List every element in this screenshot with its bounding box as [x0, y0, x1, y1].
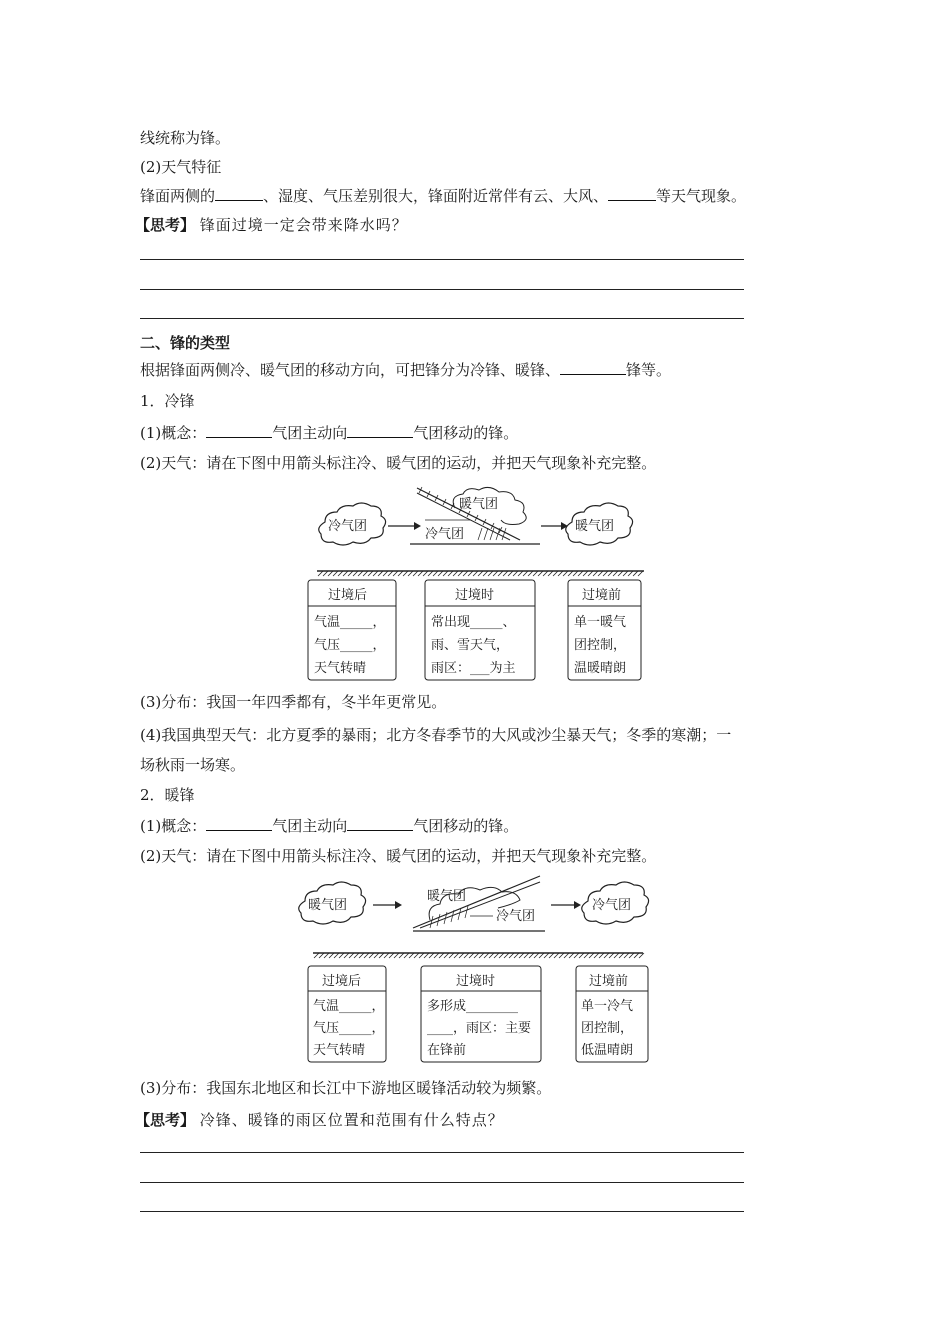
stage-title: 过境后: [322, 974, 362, 989]
cold-front-distribution: (3)分布：我国一年四季都有，冬半年更常见。: [140, 693, 447, 711]
stage-line: 气温_____，: [313, 999, 385, 1014]
stage-line: 多形成________: [427, 999, 519, 1014]
text-fragment: (1)概念：: [140, 424, 207, 442]
text-fragment: 气团主动向: [272, 424, 348, 442]
answer-line[interactable]: [140, 1211, 744, 1212]
stage-line: 雨、雪天气，: [431, 638, 510, 653]
cold-right-cloud-label: 暖气团: [575, 519, 615, 534]
stage-line: 温暖晴朗: [574, 661, 627, 676]
stage-box-during: [421, 966, 541, 1062]
warm-left-cloud-label: 暖气团: [308, 898, 348, 913]
cold-front-typical-2: 场秋雨一场寒。: [140, 756, 246, 774]
cold-left-cloud-label: 冷气团: [328, 519, 368, 534]
warm-front-heading: 2．暖锋: [140, 786, 195, 804]
text-fragment: 锋面两侧的: [140, 187, 216, 205]
stage-line: ____，雨区：主要: [427, 1021, 532, 1036]
cold-front-weather: (2)天气：请在下图中用箭头标注冷、暖气团的运动，并把天气现象补充完整。: [140, 454, 657, 472]
cold-front-heading: 1．冷锋: [140, 392, 195, 410]
fill-blank[interactable]: [206, 816, 272, 831]
stage-line: 团控制，: [581, 1021, 634, 1036]
think-label: 【思考】: [135, 1111, 196, 1129]
cold-front-diagram: [308, 487, 644, 680]
stage-box-after: [308, 580, 396, 680]
time-axis-hatch: [318, 571, 643, 576]
stage-box-before: [568, 580, 641, 680]
warm-front-distribution: (3)分布：我国东北地区和长江中下游地区暖锋活动较为频繁。: [140, 1079, 552, 1097]
warm-diagram-warm-mass: 暖气团: [427, 889, 467, 904]
text-fragment: (1)概念：: [140, 817, 207, 835]
stage-title: 过境时: [456, 974, 496, 989]
arrow-right-icon: [388, 522, 421, 530]
stage-line: 低温晴朗: [581, 1043, 634, 1058]
stage-line: 天气转晴: [314, 661, 367, 676]
think-question-text: 冷锋、暖锋的雨区位置和范围有什么特点？: [199, 1111, 504, 1129]
cold-diagram-cold-mass: 冷气团: [425, 527, 465, 542]
text-fragment: 气团移动的锋。: [413, 817, 519, 835]
text-fragment: 根据锋面两侧冷、暖气团的移动方向，可把锋分为冷锋、暖锋、: [140, 361, 561, 379]
warm-front-weather: (2)天气：请在下图中用箭头标注冷、暖气团的运动，并把天气现象补充完整。: [140, 847, 657, 865]
answer-line[interactable]: [140, 1182, 744, 1183]
answer-line[interactable]: [140, 1152, 744, 1153]
stage-line: 气温_____，: [314, 615, 386, 630]
warm-diagram-cold-mass: 冷气团: [496, 909, 536, 924]
stage-line: 天气转晴: [313, 1043, 366, 1058]
stage-line: 单一暖气: [574, 615, 627, 630]
arrow-right-icon: [541, 522, 568, 530]
time-axis-hatch: [314, 953, 644, 958]
stage-line: 常出现_____、: [431, 615, 516, 630]
stage-title: 过境前: [582, 588, 622, 603]
stage-box-after: [308, 966, 386, 1062]
stage-title: 过境前: [589, 974, 629, 989]
stage-line: 气压_____，: [314, 638, 386, 653]
stage-title: 过境时: [455, 588, 495, 603]
stage-line: 单一冷气: [581, 999, 634, 1014]
cold-diagram-warm-mass: 暖气团: [459, 497, 499, 512]
think-question-2: [135, 1110, 504, 1130]
cold-front-typical-1: (4)我国典型天气：北方夏季的暴雨；北方冬春季节的大风或沙尘暴天气；冬季的寒潮；一: [140, 726, 732, 744]
intro-line: 线统称为锋。: [140, 129, 231, 147]
stage-line: 雨区：___为主: [431, 661, 516, 676]
think-label: 【思考】: [135, 216, 196, 234]
stage-title: 过境后: [328, 588, 368, 603]
weather-features-heading: (2)天气特征: [140, 158, 222, 176]
warm-front-diagram: [299, 876, 649, 1062]
arrow-right-icon: [373, 901, 402, 909]
warm-right-cloud-label: 冷气团: [592, 898, 632, 913]
fill-blank[interactable]: [347, 816, 413, 831]
text-fragment: 锋等。: [626, 361, 672, 379]
section-heading: 二、锋的类型: [140, 334, 231, 352]
stage-line: 气压_____，: [313, 1021, 385, 1036]
text-fragment: 等天气现象。: [656, 187, 747, 205]
stage-box-during: [425, 580, 535, 680]
arrow-right-icon: [551, 901, 581, 909]
text-fragment: 气团移动的锋。: [413, 424, 519, 442]
think-question-text: 锋面过境一定会带来降水吗？: [199, 216, 408, 234]
stage-line: 在锋前: [427, 1043, 467, 1058]
warm-front-concept: [140, 816, 518, 836]
text-fragment: 、湿度、气压差别很大，锋面附近常伴有云、大风、: [263, 187, 609, 205]
stage-line: 团控制，: [574, 638, 627, 653]
text-fragment: 气团主动向: [272, 817, 348, 835]
stage-box-before: [576, 966, 648, 1062]
